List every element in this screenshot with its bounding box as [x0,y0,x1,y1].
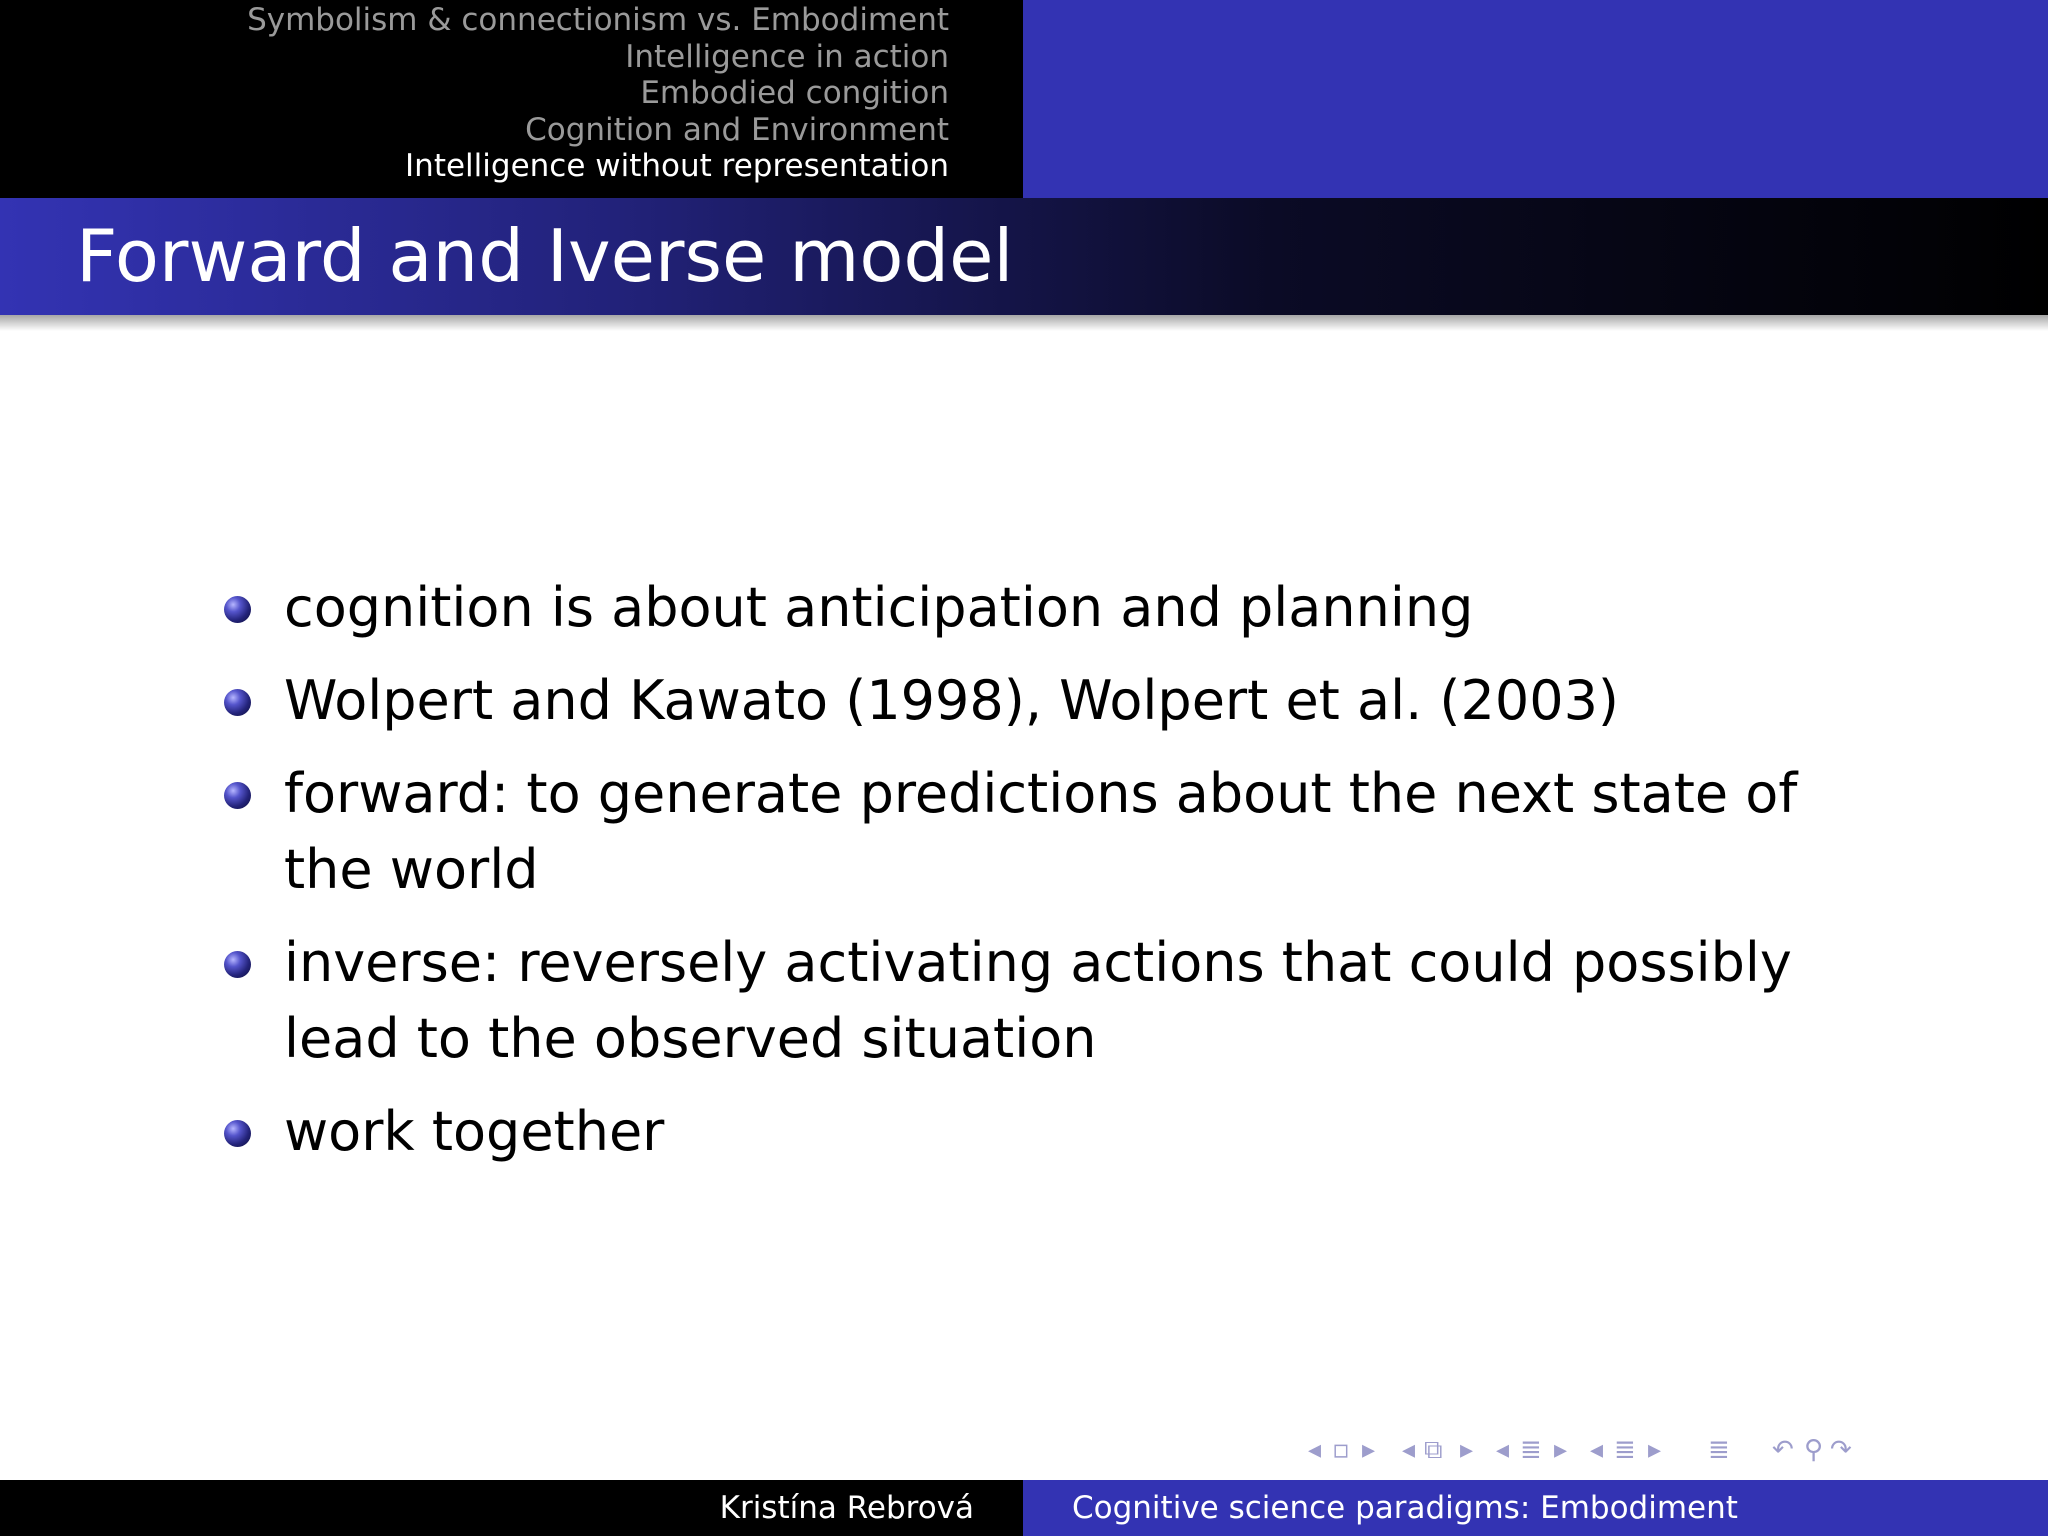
bullet-ball-icon [224,782,251,809]
navigation-symbols [1300,1432,2036,1468]
section-link[interactable]: Symbolism & connectionism vs. Embodiment [247,2,949,38]
footer-author: Kristína Rebrová [719,1490,974,1526]
frame-back-icon[interactable]: ◂ [1308,1435,1322,1465]
frame-title: Forward and Iverse model [76,214,1014,298]
section-link[interactable]: Intelligence in action [625,38,949,75]
document-forward-icon[interactable]: ▸ [1648,1435,1662,1465]
list-item [222,756,1902,908]
list-item [222,1094,1902,1170]
document-back-icon[interactable]: ◂ [1590,1435,1604,1465]
subsection-forward-icon[interactable]: ▸ [1460,1435,1474,1465]
list-item-text: inverse: reversely activating actions that could possibly lead to the observed situation [284,931,1792,1070]
search-icon[interactable]: ⚲ [1804,1435,1824,1465]
frame-title-shadow [0,315,2048,331]
bullet-ball-icon [224,1120,251,1147]
section-navigation [247,2,949,185]
section-link[interactable]: Cognition and Environment [525,111,949,148]
bullet-ball-icon [224,951,251,978]
subsection-icon[interactable]: ⧉ [1424,1435,1443,1465]
list-item-text: work together [284,1100,665,1163]
bullet-list [222,570,1902,1187]
section-back-icon[interactable]: ◂ [1496,1435,1510,1465]
list-item [222,925,1902,1077]
document-icon[interactable]: ≣ [1614,1435,1636,1465]
section-icon[interactable]: ≣ [1520,1435,1542,1465]
headline-bar [0,0,2048,198]
section-link[interactable]: Embodied congition [640,75,949,112]
frame-forward-icon[interactable]: ▸ [1362,1435,1376,1465]
list-item-text: forward: to generate predictions about the next state of the world [284,762,1798,901]
list-item-text: cognition is about anticipation and planning [284,576,1474,639]
bullet-ball-icon [224,596,251,623]
forward-icon[interactable]: ↷ [1830,1435,1852,1465]
list-item-text: Wolpert and Kawato (1998), Wolpert et al. (2003) [284,669,1619,732]
headline-left-panel [0,0,1023,198]
frame-icon[interactable]: ▫ [1332,1435,1350,1465]
section-forward-icon[interactable]: ▸ [1554,1435,1568,1465]
subsection-back-icon[interactable]: ◂ [1402,1435,1416,1465]
footer-title: Cognitive science paradigms: Embodiment [1072,1490,1738,1526]
footline-bar [0,1480,2048,1536]
toc-icon[interactable]: ≣ [1708,1435,1730,1465]
bullet-ball-icon [224,689,251,716]
headline-right-panel [1023,0,2048,198]
back-icon[interactable]: ↶ [1772,1435,1794,1465]
list-item [222,663,1902,739]
current-section-link[interactable]: Intelligence without representation [405,148,949,185]
list-item [222,570,1902,646]
